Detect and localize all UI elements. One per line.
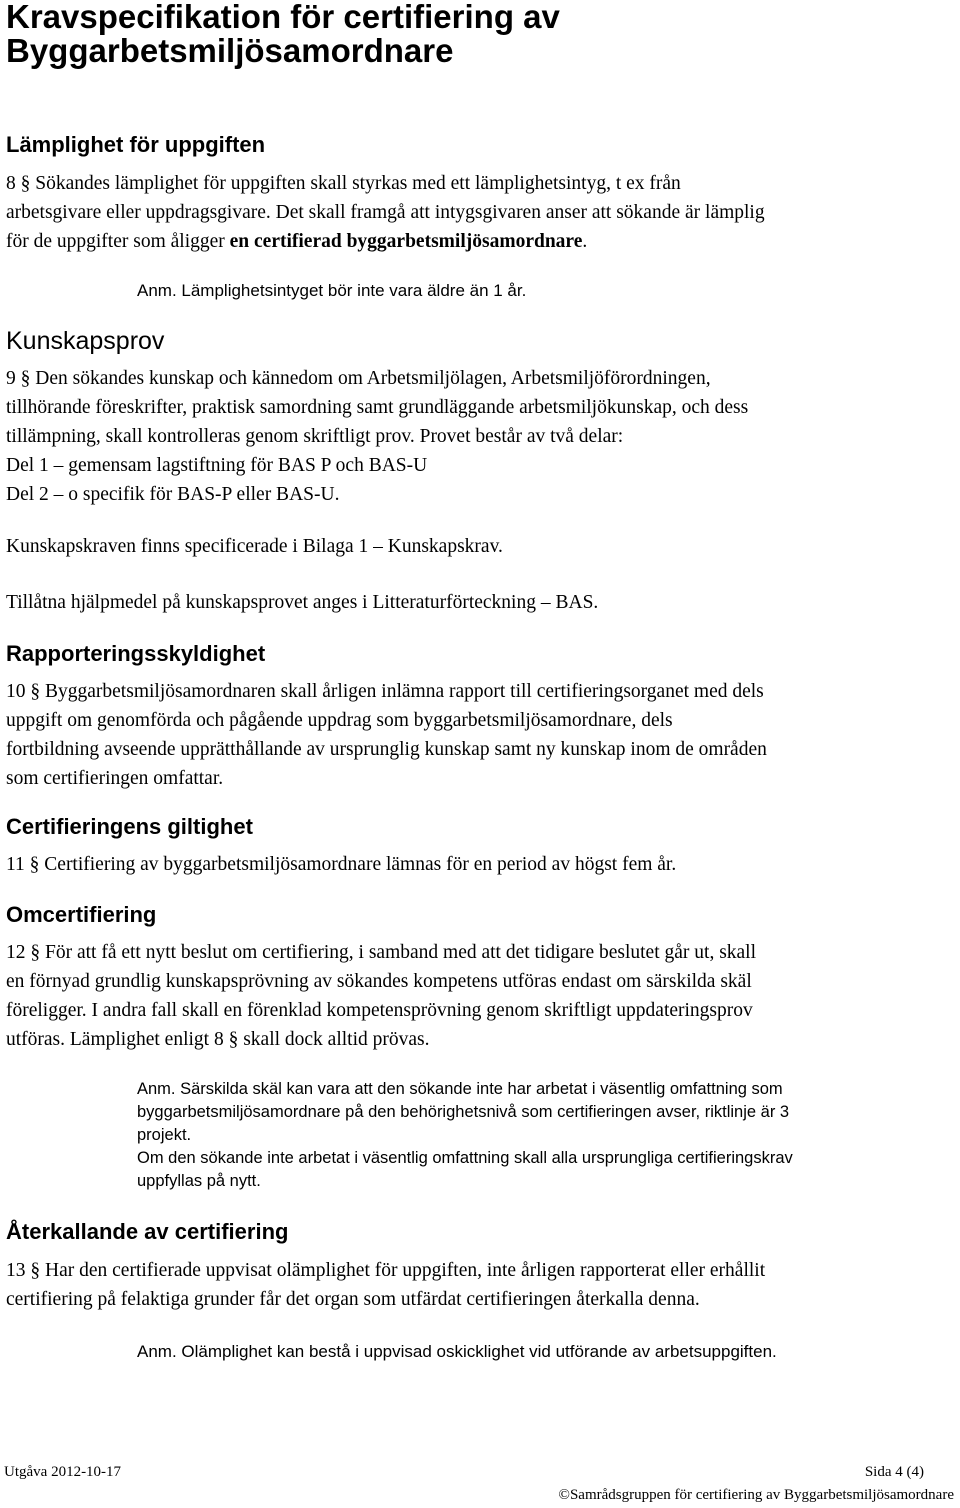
footer-page-number: Sida 4 (4) <box>864 1464 924 1480</box>
paragraph-text: Den sökandes kunskap och kännedom om Arbetsmiljölagen, Arbetsmiljöförordningen, <box>35 368 711 389</box>
heading-rapporteringsskyldighet: Rapporteringsskyldighet <box>6 641 266 666</box>
paragraph-number: 11 <box>6 854 25 875</box>
emphasis-text: en certifierad byggarbetsmiljösamordnare <box>229 231 583 252</box>
paragraph-text: För att få ett nytt beslut om certifiering, i samband med att det tidigare beslutet går ut, skall <box>45 942 757 963</box>
paragraph-12 <box>6 938 956 1054</box>
paragraph-text: Byggarbetsmiljösamordnaren skall årligen inlämna rapport till certifieringsorganet med dels <box>45 681 764 702</box>
section-symbol: § <box>30 942 41 963</box>
paragraph-text: Har den certifierade uppvisat olämplighet för uppgiften, inte årligen rapporterat eller erhållit <box>45 1260 766 1281</box>
note-omcertifiering <box>137 1078 952 1193</box>
note-line-1: Anm. Särskilda skäl kan vara att den sökande inte har arbetat i väsentlig omfattning som <box>137 1080 783 1098</box>
paragraph-10-line-4: som certifieringen omfattar. <box>6 768 224 789</box>
paragraph-10-line-2: uppgift om genomförda och pågående uppdrag som byggarbetsmiljösamordnare, dels <box>6 710 673 731</box>
paragraph-12-line-2: en förnyad grundlig kunskapsprövning av sökandes kompetens utföras endast om särskilda skäl <box>6 971 752 992</box>
paragraph-number: 12 <box>6 942 26 963</box>
paragraph-10 <box>6 677 956 793</box>
heading-aterkallande: Återkallande av certifiering <box>6 1219 289 1244</box>
section-symbol: § <box>20 173 31 194</box>
paragraph-9-line-2: tillhörande föreskrifter, praktisk samordning samt grundläggande arbetsmiljökunskap, och dess <box>6 397 749 418</box>
paragraph-8-line-2: arbetsgivare eller uppdragsgivare. Det skall framgå att intygsgivaren anser att sökande är lämplig <box>6 202 765 223</box>
paragraph-10-line-1 <box>6 677 956 706</box>
paragraph-12-line-4 <box>6 1025 956 1054</box>
paragraph-13-line-2: certifiering på felaktiga grunder får det organ som utfärdat certifieringen återkalla denna. <box>6 1289 700 1310</box>
footer-edition: Utgåva 2012-10-17 <box>4 1464 122 1480</box>
note-line-2: byggarbetsmiljösamordnare på den behörighetsnivå som certifieringen avser, riktlinje är 3 <box>137 1103 790 1121</box>
paragraph-text: skall dock alltid prövas. <box>243 1029 430 1050</box>
paragraph-9-line-1 <box>6 364 956 393</box>
paragraph-11 <box>6 850 956 879</box>
paragraph-13 <box>6 1256 956 1314</box>
note-line-5: uppfyllas på nytt. <box>137 1172 261 1190</box>
document-title-line-1: Kravspecifikation för certifiering av <box>6 0 560 35</box>
section-symbol: § <box>20 368 31 389</box>
hjalpmedel-reference: Tillåtna hjälpmedel på kunskapsprovet anges i Litteraturförteckning – BAS. <box>6 592 599 613</box>
paragraph-text: Certifiering av byggarbetsmiljösamordnare lämnas för en period av högst fem år. <box>44 854 677 875</box>
del-2: Del 2 – o specifik för BAS-P eller BAS-U. <box>6 484 340 505</box>
paragraph-number: 8 <box>6 173 16 194</box>
footer-copyright: ©Samrådsgruppen för certifiering av Byggarbetsmiljösamordnare <box>558 1487 954 1503</box>
paragraph-number: 10 <box>6 681 26 702</box>
paragraph-text: . <box>582 231 588 252</box>
del-1: Del 1 – gemensam lagstiftning för BAS P och BAS-U <box>6 455 428 476</box>
section-symbol: § <box>30 1260 41 1281</box>
bilaga-reference: Kunskapskraven finns specificerade i Bilaga 1 – Kunskapskrav. <box>6 536 503 557</box>
paragraph-8 <box>6 169 956 256</box>
section-symbol: § <box>228 1029 239 1050</box>
paragraph-13-line-1 <box>6 1256 956 1285</box>
paragraph-number: 13 <box>6 1260 26 1281</box>
paragraph-11-line-1 <box>6 850 956 879</box>
note-line-4: Om den sökande inte arbetat i väsentlig omfattning skall alla ursprungliga certifieringskrav <box>137 1149 793 1167</box>
paragraph-text: utföras. Lämplighet enligt 8 <box>6 1029 224 1050</box>
note-aterkallande: Anm. Olämplighet kan bestå i uppvisad oskicklighet vid utförande av arbetsuppgiften. <box>137 1342 777 1361</box>
document-title-line-2: Byggarbetsmiljösamordnare <box>6 32 454 69</box>
paragraph-text: Sökandes lämplighet för uppgiften skall styrkas med ett lämplighetsintyg, t ex från <box>35 173 681 194</box>
section-symbol: § <box>30 681 41 702</box>
paragraph-10-line-3: fortbildning avseende upprätthållande av ursprunglig kunskap samt ny kunskap inom de områden <box>6 739 767 760</box>
heading-lamplighet: Lämplighet för uppgiften <box>6 132 266 157</box>
heading-omcertifiering: Omcertifiering <box>6 902 157 927</box>
note-lamplighetsintyg: Anm. Lämplighetsintyget bör inte vara äldre än 1 år. <box>137 281 527 300</box>
paragraph-text: för de uppgifter som åligger <box>6 231 230 252</box>
paragraph-9 <box>6 364 956 509</box>
paragraph-12-line-3: föreligger. I andra fall skall en förenklad kompetensprövning genom skriftligt uppdateringsprov <box>6 1000 753 1021</box>
paragraph-number: 9 <box>6 368 16 389</box>
heading-kunskapsprov: Kunskapsprov <box>6 327 165 355</box>
note-line-3: projekt. <box>137 1126 192 1144</box>
heading-giltighet: Certifieringens giltighet <box>6 814 253 839</box>
paragraph-8-line-3 <box>6 227 956 256</box>
paragraph-12-line-1 <box>6 938 956 967</box>
paragraph-8-line-1 <box>6 169 956 198</box>
document-title <box>6 0 560 68</box>
section-symbol: § <box>29 854 40 875</box>
paragraph-9-line-3: tillämpning, skall kontrolleras genom skriftligt prov. Provet består av två delar: <box>6 426 624 447</box>
